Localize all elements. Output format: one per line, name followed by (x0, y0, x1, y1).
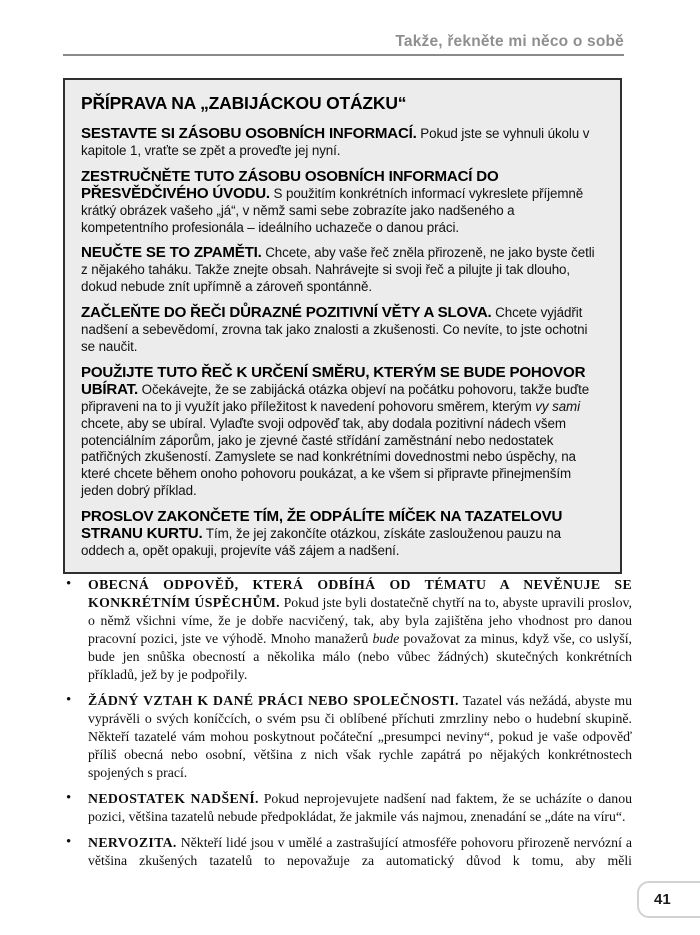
bullet-body: Pokud neprojevujete nadšení nad faktem, že se ucházíte o danou pozici, většina tazatelů nebude předpokládat, že jakmile vás najmou, znenadání se „dáte na víru“. (88, 791, 632, 824)
bullet-lead: NEDOSTATEK NADŠENÍ. (88, 791, 259, 806)
list-item (63, 790, 632, 826)
list-item (63, 692, 632, 782)
paragraph-lead: POUŽIJTE TUTO ŘEČ K URČENÍ SMĚRU, KTERÝM SE BUDE POHOVOR UBÍRAT. (81, 363, 586, 398)
callout-box-title: PŘÍPRAVA NA „ZABIJÁCKOU OTÁZKU“ (81, 93, 407, 113)
paragraph-body: Chcete, aby vaše řeč zněla přirozeně, ne jako byste četli z nějakého taháku. Takže znejte obsah. Nahrávejte si svoji řeč a pilujte ji tak dlouho, dokud nebude znít upřímně a zároveň spontánně. (81, 245, 595, 295)
paragraph-lead: SESTAVTE SI ZÁSOBU OSOBNÍCH INFORMACÍ. (81, 125, 417, 142)
callout-paragraph (81, 305, 604, 356)
paragraph-lead: ZAČLEŇTE DO ŘEČI DŮRAZNÉ POZITIVNÍ VĚTY A SLOVA. (81, 304, 492, 322)
callout-paragraph (81, 509, 604, 560)
paragraph-italic: vy sami (535, 398, 580, 414)
paragraph-lead: ZESTRUČNĚTE TUTO ZÁSOBU OSOBNÍCH INFORMACÍ DO PŘESVĚDČIVÉHO ÚVODU. (81, 167, 499, 202)
paragraph-body: Tím, že jej zakončíte otázkou, získáte zaslouženou pauzu na oddech a, opět opakuji, projevíte váš zájem a nadšení. (81, 526, 561, 558)
page-number-tab (637, 881, 700, 918)
page-number: 41 (654, 891, 671, 908)
bullet-lead: NERVOZITA. (88, 835, 177, 850)
callout-paragraph (81, 169, 604, 237)
callout-paragraph (81, 365, 604, 500)
callout-paragraph (81, 126, 604, 160)
paragraph-body: Chcete vyjádřit nadšení a sebevědomí, zrovna tak jako znalosti a zkušenosti. Co nevíte, to jste ochotni se naučit. (81, 305, 588, 354)
paragraph-body: Pokud jste se vyhnuli úkolu v kapitole 1, vraťte se zpět a proveďte jej nyní. (81, 126, 590, 158)
bullet-body-cont: považovat za minus, když vše, co uslyší, bude jen snůška obecností a několika málo (nebo vůbec žádných) skutečných konkrétních příkladů, jež by je podpořily. (88, 631, 632, 682)
list-item (63, 576, 632, 684)
bullet-body: Tazatel vás nežádá, abyste mu vyprávěli o svých koníčcích, o svém psu či oblíbené příchuti zmrzliny nebo o hudební skupině. Někteří tazatelé vám mohou poskytnout počáteční „presumpci neviny“, pokud je vaše odpověď příliš obecná nebo osobní, většina z nich však rychle zapátrá po nějakých konkrétnostech spojených s prací. (88, 693, 632, 780)
header-rule (63, 54, 624, 56)
pitfalls-bullet-list (63, 576, 632, 878)
running-header (63, 33, 624, 52)
preparation-callout-box (63, 78, 622, 574)
running-header-title: Takže, řekněte mi něco o sobě (395, 33, 624, 50)
bullet-lead: OBECNÁ ODPOVĚĎ, KTERÁ ODBÍHÁ OD TÉMATU A NEVĚNUJE SE KONKRÉTNÍM ÚSPĚCHŮM. (88, 577, 632, 610)
list-item (63, 834, 632, 870)
callout-paragraph (81, 245, 604, 296)
bullet-lead: ŽÁDNÝ VZTAH K DANÉ PRÁCI NEBO SPOLEČNOSTI. (88, 693, 459, 708)
paragraph-body: S použitím konkrétních informací vykreslete příjemně krátký obrázek vašeho „já“, v němž sami sebe zobrazíte jako nadšeného a kompetentního profesionála – ideálního uchazeče o danou práci. (81, 185, 584, 235)
paragraph-lead: PROSLOV ZAKONČETE TÍM, ŽE ODPÁLÍTE MÍČEK NA TAZATELOVU STRANU KURTU. (81, 508, 563, 543)
paragraph-body-cont: chcete, aby se ubíral. Vylaďte svoji odpověď tak, aby dodala pozitivní nádech všem potenciálním záporům, jako je zjevné časté střídání zaměstnání nebo nedostatek patřičných zkušeností. Zamyslete se nad konkrétními dovednostmi nebo úspěchy, na které chcete během onoho pohovoru poukázat, a ke všem si připravte přinejmenším jeden dobrý příklad. (81, 415, 576, 499)
paragraph-lead: NEUČTE SE TO ZPAMĚTI. (81, 244, 262, 262)
paragraph-body: Očekávejte, že se zabijácká otázka objeví na počátku pohovoru, takže buďte připraveni na to ji využít jako příležitost k navedení pohovoru směrem, kterým (81, 381, 590, 414)
bullet-italic: bude (372, 631, 400, 646)
bullet-body: Pokud jste byli dostatečně chytří na to, abyste upravili proslov, o němž všichni víme, že je dobře nacvičený, tak, aby byla zajištěna jeho vhodnost pro danou pracovní pozici, jste ve výhodě. Mnoho manažerů (88, 595, 632, 646)
bullet-body: Někteří lidé jsou v umělé a zastrašující atmosféře pohovoru přirozeně nervózní a většina zkušených tazatelů to nepovažuje za automatický důvod k tomu, aby měli (88, 835, 632, 868)
